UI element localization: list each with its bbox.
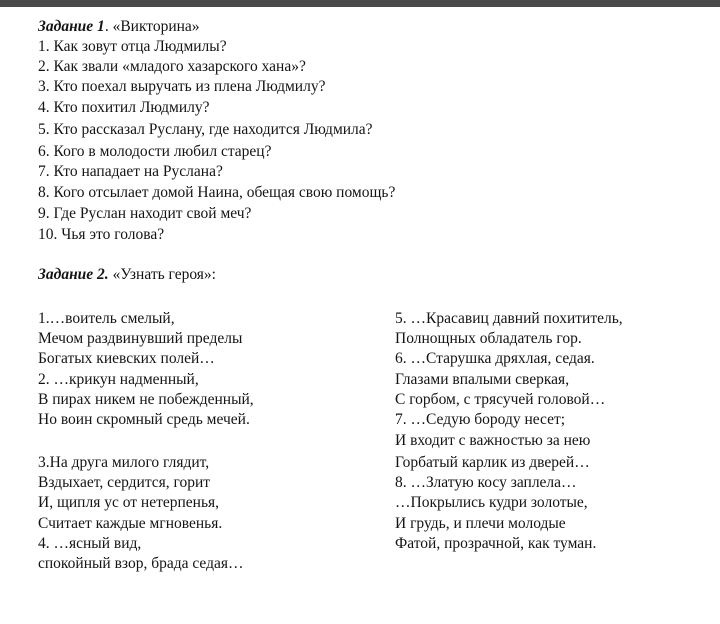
hero-right-line-7: И входит с важностью за нею [395, 432, 591, 449]
task2-label: Задание 2. [38, 266, 109, 283]
hero-right-line-5: С горбом, с трясучей головой… [395, 391, 606, 408]
hero-right-line-10: …Покрылись кудри золотые, [395, 494, 588, 511]
quiz-question-8: 8. Кого отсылает домой Наина, обещая свою помощь? [38, 184, 396, 201]
task2-heading [38, 265, 216, 285]
hero-right-line-2: Полнощных обладатель гор. [395, 330, 582, 347]
hero-left-line-13: спокойный взор, брада седая… [38, 555, 244, 572]
quiz-question-4: 4. Кто похитил Людмилу? [38, 99, 210, 116]
quiz-question-7: 7. Кто нападает на Руслана? [38, 163, 223, 180]
hero-left-line-8: 3.На друга милого глядит, [38, 454, 210, 471]
hero-left-line-11: Считает каждые мгновенья. [38, 515, 223, 532]
quiz-question-5: 5. Кто рассказал Руслану, где находится Людмила? [38, 121, 373, 138]
hero-right-line-6: 7. …Седую бороду несет; [395, 411, 566, 428]
quiz-question-9: 9. Где Руслан находит свой меч? [38, 205, 252, 222]
hero-left-line-12: 4. …ясный вид, [38, 535, 142, 552]
quiz-question-6: 6. Кого в молодости любил старец? [38, 143, 272, 160]
hero-right-line-8: Горбатый карлик из дверей… [395, 454, 590, 471]
hero-left-line-1: 1.…воитель смелый, [38, 310, 175, 327]
quiz-question-3: 3. Кто поехал выручать из плена Людмилу? [38, 78, 326, 95]
hero-left-line-6: Но воин скромный средь мечей. [38, 411, 250, 428]
quiz-question-2: 2. Как звали «младого хазарского хана»? [38, 58, 306, 75]
hero-left-line-2: Мечом раздвинувший пределы [38, 330, 243, 347]
document-page [0, 7, 720, 624]
hero-left-line-3: Богатых киевских полей… [38, 350, 215, 367]
hero-left-line-4: 2. …крикун надменный, [38, 371, 199, 388]
hero-right-line-1: 5. …Красавиц давний похититель, [395, 310, 623, 327]
hero-left-line-5: В пирах никем не побежденный, [38, 391, 254, 408]
task1-label: Задание 1 [38, 18, 105, 35]
hero-right-line-3: 6. …Старушка дряхлая, седая. [395, 350, 595, 367]
hero-left-line-9: Вздыхает, сердится, горит [38, 474, 211, 491]
hero-left-line-10: И, щипля ус от нетерпенья, [38, 494, 220, 511]
hero-right-line-12: Фатой, прозрачной, как туман. [395, 535, 597, 552]
task1-title: . «Викторина» [104, 18, 200, 35]
hero-right-line-9: 8. …Златую косу заплела… [395, 474, 577, 491]
top-window-bar [0, 0, 720, 7]
task1-heading [38, 17, 200, 37]
hero-right-line-11: И грудь, и плечи молодые [395, 515, 566, 532]
hero-right-line-4: Глазами впалыми сверкая, [395, 371, 570, 388]
quiz-question-1: 1. Как зовут отца Людмилы? [38, 38, 227, 55]
quiz-question-10: 10. Чья это голова? [38, 226, 165, 243]
task2-title: «Узнать героя»: [108, 266, 216, 283]
